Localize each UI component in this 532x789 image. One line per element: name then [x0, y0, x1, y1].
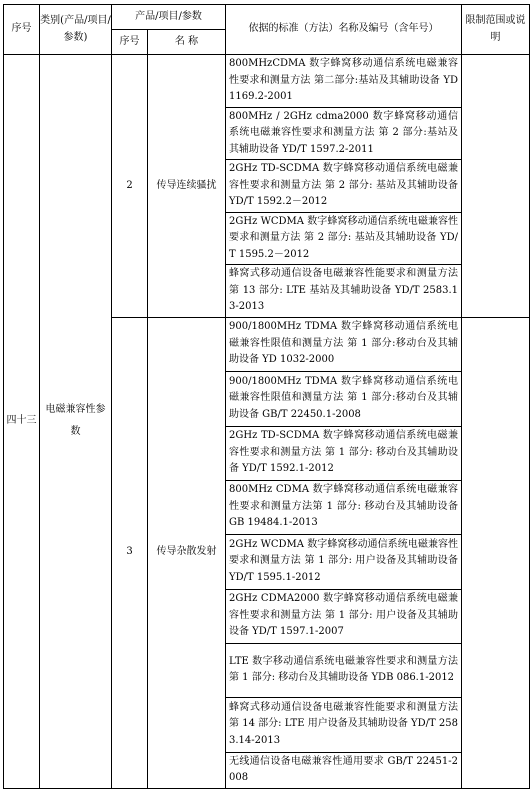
- standard-cell: 800MHzCDMA 数字蜂窝移动通信系统电磁兼容性要求和测量方法 第二部分:基站及其辅助设备 YD 1169.2-2001: [226, 55, 462, 108]
- standards-document: [3, 4, 530, 789]
- item-seq: 2: [112, 55, 148, 318]
- limit-cell: [462, 317, 530, 788]
- group-seq: 四十三: [4, 55, 40, 789]
- header-seq: 序号: [4, 5, 40, 55]
- item-seq: 3: [112, 317, 148, 788]
- header-product-group: 产品/项目/参数: [112, 5, 226, 30]
- table-row: [4, 55, 530, 108]
- group-category: 电磁兼容性参数: [40, 55, 112, 789]
- standard-cell: 蜂窝式移动通信设备电磁兼容性能要求和测量方法 第 13 部分: LTE 基站及其辅助设备 YD/T 2583.13-2013: [226, 265, 462, 318]
- standard-cell: 900/1800MHz TDMA 数字蜂窝移动通信系统电磁兼容性限值和测量方法 第 1 部分:移动台及其辅助设备 GB/T 22450.1-2008: [226, 371, 462, 426]
- standard-cell: 无线通信设备电磁兼容性通用要求 GB/T 22451-2008: [226, 752, 462, 788]
- header-standard: 依据的标准（方法）名称及编号（含年号）: [226, 5, 462, 55]
- standard-cell: 2GHz WCDMA 数字蜂窝移动通信系统电磁兼容性要求和测量方法 第 1 部分: 用户设备及其辅助设备 YD/T 1595.1-2012: [226, 534, 462, 589]
- standard-cell: 900/1800MHz TDMA 数字蜂窝移动通信系统电磁兼容性限值和测量方法 第 1 部分:移动台及其辅助设备 YD 1032-2000: [226, 317, 462, 371]
- header-limit: 限制范围或说明: [462, 5, 530, 55]
- standard-cell: LTE 数字移动通信系统电磁兼容性要求和测量方法 第 1 部分: 移动台及其辅助设备 YDB 086.1-2012: [226, 643, 462, 697]
- standard-cell: 2GHz WCDMA 数字蜂窝移动通信系统电磁兼容性要求和测量方法 第 2 部分: 基站及其辅助设备 YD/T 1595.2－2012: [226, 212, 462, 265]
- header-name: 名 称: [148, 30, 226, 55]
- item-name: 传导连续骚扰: [148, 55, 226, 318]
- header-category: 类别(产品/项目/参数): [40, 5, 112, 55]
- standard-cell: 800MHz CDMA 数字蜂窝移动通信系统电磁兼容性要求和测量方法第 1 部分: 移动台及其辅助设备 GB 19484.1-2013: [226, 480, 462, 534]
- standard-cell: 2GHz TD-SCDMA 数字蜂窝移动通信系统电磁兼容性要求和测量方法 第 1 部分: 移动台及其辅助设备 YD/T 1592.1-2012: [226, 426, 462, 480]
- standard-cell: 800MHz / 2GHz cdma2000 数字蜂窝移动通信系统电磁兼容性要求和测量方法 第 2 部分:基站及其辅助设备 YD/T 1597.2-2011: [226, 107, 462, 160]
- item-name: 传导杂散发射: [148, 317, 226, 788]
- standards-table: [3, 4, 530, 789]
- header-sub-seq: 序号: [112, 30, 148, 55]
- header-row: [4, 5, 530, 30]
- limit-cell: [462, 55, 530, 318]
- standard-cell: 2GHz CDMA2000 数字蜂窝移动通信系统电磁兼容性要求和测量方法 第 1 部分: 用户设备及其辅助设备 YD/T 1597.1-2007: [226, 589, 462, 643]
- standard-cell: 蜂窝式移动通信设备电磁兼容性能要求和测量方法 第 14 部分: LTE 用户设备及其辅助设备 YD/T 2583.14-2013: [226, 697, 462, 752]
- standard-cell: 2GHz TD-SCDMA 数字蜂窝移动通信系统电磁兼容性要求和测量方法 第 2 部分: 基站及其辅助设备 YD/T 1592.2－2012: [226, 160, 462, 213]
